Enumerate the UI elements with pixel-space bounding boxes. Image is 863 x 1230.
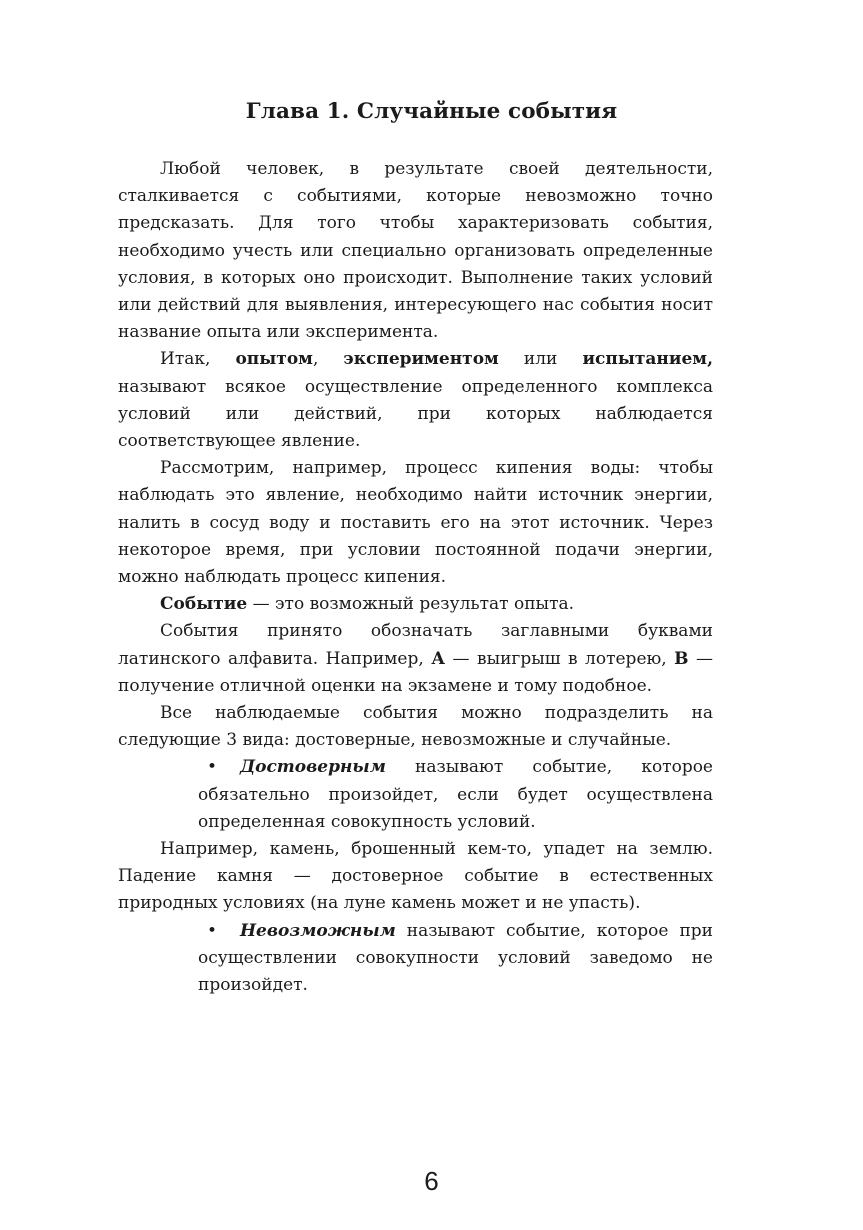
letter-a: А [431, 648, 446, 669]
paragraph-boiling-example: Рассмотрим, например, процесс кипения воды: чтобы наблюдать это явление, необходимо найти источник энергии, налить в сосуд воду и поставить его на этот источник. Через некоторое время, при условии постоянной подачи энергии, можно наблюдать процесс кипения. [118, 458, 713, 588]
term-event: Событие [160, 594, 248, 615]
bullet-icon: • [207, 920, 218, 941]
list-item-impossible-event [118, 918, 713, 1000]
letter-b: В [674, 648, 689, 669]
text-run: называют событие, которое обязательно произойдет, если будет осуществлена определенная совокупность условий. [198, 757, 713, 832]
paragraph-stone-example: Например, камень, брошенный кем-то, упадет на землю. Падение камня — достоверное событие в естественных природных условиях (на луне камень может и не упасть). [118, 839, 713, 914]
text-run: , [707, 349, 713, 370]
text-run: или [498, 349, 583, 370]
chapter-title: Глава 1. Случайные события [245, 99, 618, 124]
text-run: — выигрыш в лотерею, [445, 648, 675, 669]
paragraph-intro: Любой человек, в результате своей деятельности, сталкивается с событиями, которые невозможно точно предсказать. Для того чтобы характеризовать события, необходимо учесть или специально организовать определенные условия, в которых оно происходит. Выполнение таких условий или действий для выявления, интересующего нас события носит название опыта или эксперимента. [118, 159, 713, 343]
term-experiment: экспериментом [343, 349, 499, 370]
text-run: — получение отличной оценки на экзамене и тому подобное. [118, 648, 714, 696]
term-trial: испытанием [582, 349, 708, 370]
paragraph-event-definition [118, 591, 713, 618]
paragraph-experiment-definition [118, 346, 713, 455]
page-number: 6 [424, 1166, 439, 1196]
text-run: События принято обозначать заглавными буквами латинского алфавита. Например, [118, 621, 713, 669]
text-run: — это возможный результат опыта. [247, 594, 575, 615]
paragraph-event-notation [118, 618, 713, 700]
term-certain: Достоверным [240, 757, 386, 778]
term-impossible: Невозможным [240, 920, 396, 941]
page-body-text [118, 156, 713, 999]
text-run: Итак, [160, 349, 236, 370]
term-experience: опытом [235, 349, 313, 370]
text-run: называют событие, которое при осуществлении совокупности условий заведомо не произойдет. [198, 920, 713, 996]
bullet-icon: • [207, 757, 218, 778]
text-run: , [312, 349, 344, 370]
text-run: называют всякое осуществление определенного комплекса условий или действий, при которых наблюдается соответствующее явление. [118, 376, 713, 452]
paragraph-event-types: Все наблюдаемые события можно подразделить на следующие 3 вида: достоверные, невозможные и случайные. [118, 703, 713, 751]
list-item-certain-event [118, 754, 713, 836]
